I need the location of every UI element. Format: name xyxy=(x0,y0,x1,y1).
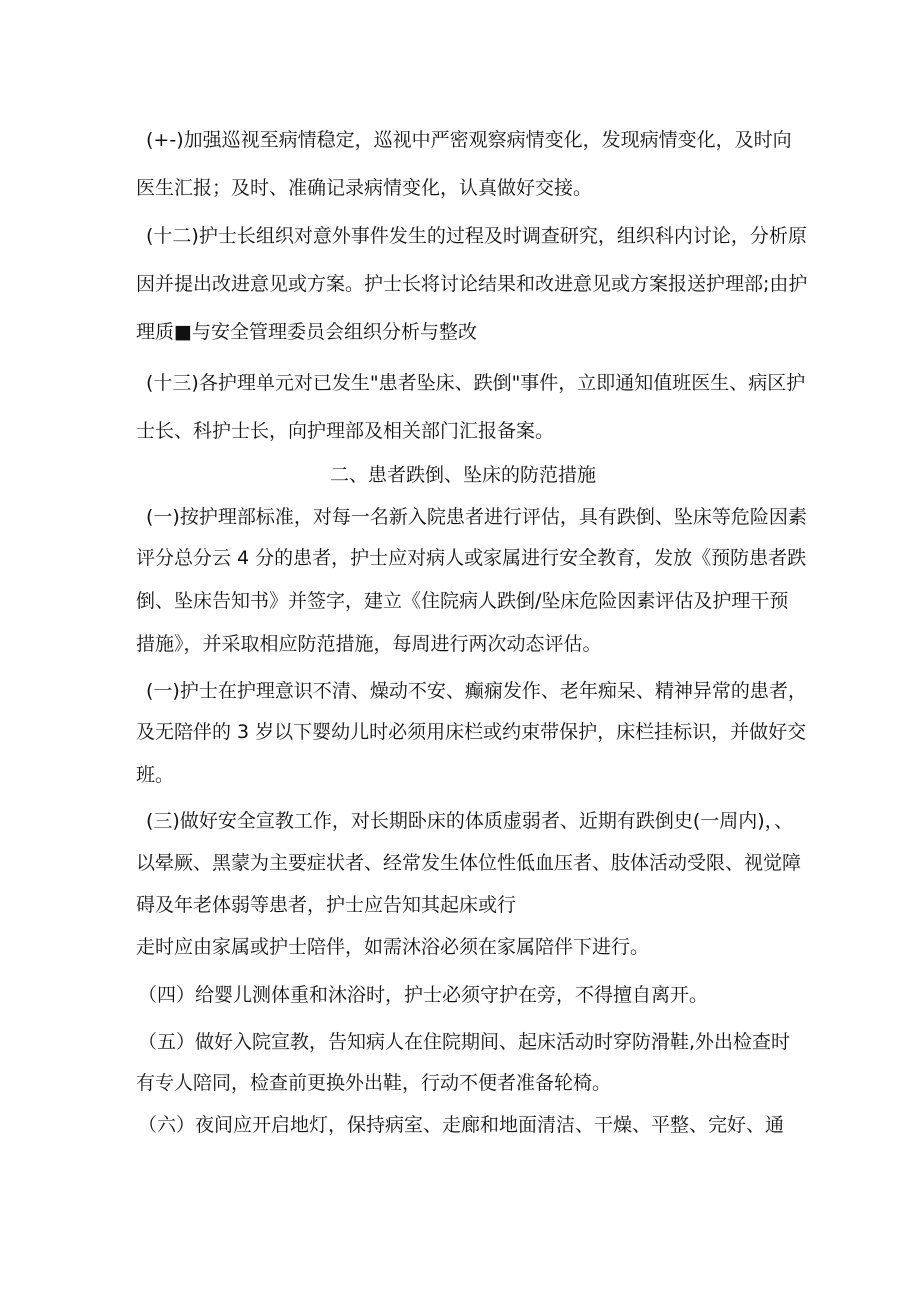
text-line: 士长、科护士长，向护理部及相关部门汇报备案。 xyxy=(136,420,555,442)
text-line: (+-)加强巡视至病情稳定，巡视中严密观察病情变化，发现病情变化，及时向 xyxy=(146,129,792,151)
text-line: （四）给婴儿测体重和沐浴时，护士必须守护在旁，不得擅自离开。 xyxy=(138,984,709,1006)
text-line: 理质■与安全管理委员会组织分析与整改 xyxy=(136,321,477,343)
text-line: 有专人陪同，检查前更换外出鞋，行动不便者准备轮椅。 xyxy=(136,1072,612,1094)
text-line: （六）夜间应开启地灯，保持病室、走廊和地面清洁、干燥、平整、完好、通 xyxy=(138,1114,785,1136)
text-line: 班。 xyxy=(136,764,175,786)
text-line: (一)按护理部标准，对每一名新入院患者进行评估，具有跌倒、坠床等危险因素 xyxy=(146,506,807,528)
text-line: （五）做好入院宣教，告知病人在住院期间、起床活动时穿防滑鞋,外出检查时 xyxy=(138,1031,791,1053)
text-line: 碍及年老体弱等患者，护士应告知其起床或行 xyxy=(136,894,517,916)
text-line: 评分总分云 4 分的患者，护士应对病人或家属进行安全教育，发放《预防患者跌 xyxy=(136,547,807,569)
section-heading: 二、患者跌倒、坠床的防范措施 xyxy=(330,464,597,486)
text-line: (三)做好安全宣教工作，对长期卧床的体质虚弱者、近期有跌倒史(一周内)，、 xyxy=(146,810,794,832)
text-line: (十三)各护理单元对已发生"患者坠床、跌倒"事件，立即通知值班医生、病区护 xyxy=(146,372,806,394)
text-line: 医生汇报；及时、准确记录病情变化，认真做好交接。 xyxy=(136,177,593,199)
text-line: 因并提出改进意见或方案。护士长将讨论结果和改进意见或方案报送护理部;由护 xyxy=(136,273,808,295)
text-line: 措施》，并采取相应防范措施，每周进行两次动态评估。 xyxy=(136,633,602,655)
text-line: 走时应由家属或护士陪伴，如需沐浴必须在家属陪伴下进行。 xyxy=(136,936,650,958)
text-line: (一)护士在护理意识不清、燥动不安、癫痫发作、老年痴呆、精神异常的患者， xyxy=(146,680,807,702)
text-line: 倒、坠床告知书》并签字，建立《住院病人跌倒/坠床危险因素评估及护理干预 xyxy=(136,590,789,612)
text-line: 以晕厥、黑蒙为主要症状者、经常发生体位性低血压者、肢体活动受限、视觉障 xyxy=(136,852,802,874)
text-line: (十二)护士长组织对意外事件发生的过程及时调查研究，组织科内讨论，分析原 xyxy=(146,225,807,247)
text-line: 及无陪伴的 3 岁以下婴幼儿时必须用床栏或约束带保护，床栏挂标识，并做好交 xyxy=(136,721,807,743)
